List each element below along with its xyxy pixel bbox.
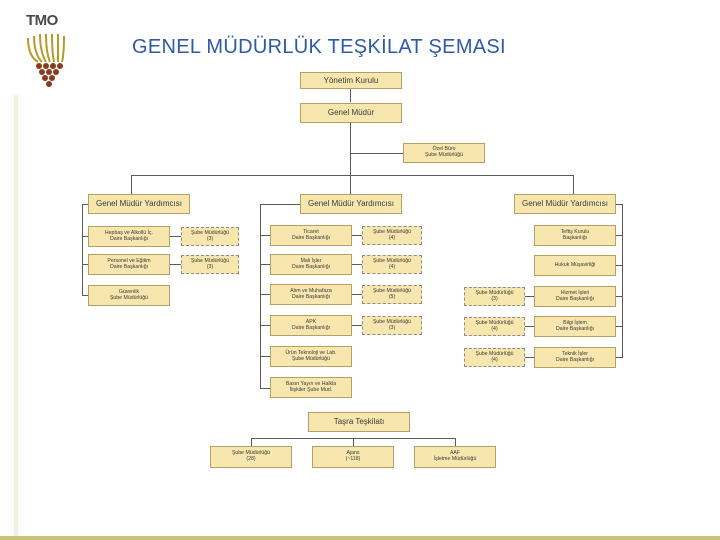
box-sublabel: (3) bbox=[491, 295, 498, 302]
box-right-4 bbox=[534, 347, 616, 368]
box-label: Özel Büro bbox=[432, 146, 456, 153]
box-center-sub-2 bbox=[362, 285, 422, 304]
box-right-0 bbox=[534, 225, 616, 246]
connector bbox=[131, 175, 132, 194]
connector bbox=[131, 175, 573, 176]
box-label: Şube Müdürlüğü bbox=[475, 289, 514, 296]
box-sublabel: (4) bbox=[491, 325, 498, 332]
box-sublabel: Daire Başkanlığı bbox=[291, 234, 331, 241]
connector bbox=[170, 236, 181, 237]
box-center-2 bbox=[270, 284, 352, 305]
box-sublabel: (3) bbox=[206, 263, 214, 270]
box-sublabel: Daire Başkanlığı bbox=[555, 356, 595, 363]
connector bbox=[260, 356, 270, 357]
box-label: Şube Müdürlüğü bbox=[190, 257, 230, 264]
box-label: Şube Müdürlüğü bbox=[231, 450, 271, 457]
connector bbox=[260, 294, 270, 295]
logo-text: TMO bbox=[26, 12, 58, 29]
connector bbox=[260, 235, 270, 236]
box-label: Personel ve Eğitim bbox=[107, 257, 151, 264]
box-sublabel: Daire Başkanlığı bbox=[291, 293, 331, 300]
box-center-sub-0 bbox=[362, 226, 422, 245]
box-label: Alım ve Muhafaza bbox=[290, 287, 332, 294]
box-label: Şube Müdürlüğü bbox=[475, 350, 514, 357]
box-right-3 bbox=[534, 316, 616, 337]
connector bbox=[622, 204, 623, 358]
connector bbox=[616, 326, 622, 327]
box-sublabel: (4) bbox=[388, 263, 396, 270]
box-center-5 bbox=[270, 377, 352, 398]
box-sublabel: (3) bbox=[206, 235, 214, 242]
box-sublabel: (3) bbox=[388, 324, 396, 331]
box-right-1 bbox=[534, 255, 616, 276]
connector bbox=[525, 296, 534, 297]
box-sublabel: İşletme Müdürlüğü bbox=[433, 456, 477, 462]
box-sublabel: Daire Başkanlığı bbox=[555, 295, 595, 302]
connector bbox=[616, 296, 622, 297]
box-label: Ticaret bbox=[303, 228, 319, 235]
connector bbox=[260, 325, 270, 326]
left-accent-line bbox=[14, 95, 18, 540]
box-sublabel: (4) bbox=[491, 356, 498, 363]
box-right-sub-1 bbox=[464, 317, 525, 336]
box-ozel-buro bbox=[403, 143, 485, 163]
box-label: Şube Müdürlüğü bbox=[190, 229, 230, 236]
box-sublabel: Daire Başkanlığı bbox=[555, 325, 595, 332]
page-title: GENEL MÜDÜRLÜK TEŞKİLAT ŞEMASI bbox=[132, 36, 506, 58]
box-label: Teftiş Kurulu bbox=[560, 228, 590, 235]
box-genel-mudur bbox=[300, 103, 402, 123]
box-label: Hizmet İşleri bbox=[560, 289, 590, 296]
box-bottom-0 bbox=[210, 446, 292, 468]
box-center-0 bbox=[270, 225, 352, 246]
connector bbox=[525, 326, 534, 327]
box-center-sub-1 bbox=[362, 255, 422, 274]
box-right-sub-2 bbox=[464, 348, 525, 367]
box-label: Güvenlik bbox=[118, 288, 140, 295]
box-sublabel: (~118) bbox=[345, 456, 361, 462]
box-label: APK bbox=[305, 318, 317, 325]
box-sublabel: Daire Başkanlığı bbox=[291, 324, 331, 331]
box-label: Teknik İşler bbox=[562, 350, 588, 357]
box-sublabel: Daire Başkanlığı bbox=[109, 263, 149, 270]
connector bbox=[616, 357, 622, 358]
connector bbox=[353, 438, 354, 446]
connector bbox=[82, 204, 83, 296]
connector bbox=[260, 204, 261, 389]
box-gmy-left bbox=[88, 194, 190, 214]
connector bbox=[352, 235, 362, 236]
box-label: Taşra Teşkilatı bbox=[333, 417, 385, 427]
box-label: Şube Müdürlüğü bbox=[372, 228, 412, 235]
bottom-accent-bar bbox=[0, 536, 720, 540]
box-label: Ürün Teknoloji ve Lab. bbox=[285, 349, 337, 356]
connector bbox=[350, 153, 403, 154]
box-bottom-1 bbox=[312, 446, 394, 468]
box-sublabel: Daire Başkanlığı bbox=[291, 263, 331, 270]
box-label: Genel Müdür Yardımcısı bbox=[522, 199, 608, 209]
connector bbox=[352, 264, 362, 265]
box-gmy-right bbox=[514, 194, 616, 214]
box-center-sub-3 bbox=[362, 316, 422, 335]
box-right-2 bbox=[534, 286, 616, 307]
box-center-1 bbox=[270, 254, 352, 275]
connector bbox=[616, 235, 622, 236]
connector bbox=[352, 325, 362, 326]
box-label: Yönetim Kurulu bbox=[323, 75, 379, 85]
connector bbox=[616, 265, 622, 266]
box-sublabel: Şube Müdürlüğü bbox=[291, 355, 331, 362]
box-sublabel: İlişkiler Şube Mud. bbox=[289, 386, 333, 393]
connector bbox=[350, 88, 351, 102]
box-sublabel: Şube Müdürlüğü bbox=[109, 294, 149, 301]
box-label: Basın Yayın ve Halkla bbox=[285, 380, 337, 387]
box-gmy-center bbox=[300, 194, 402, 214]
box-sublabel: Başkanlığı bbox=[562, 234, 588, 241]
box-label: AAF bbox=[449, 450, 461, 457]
box-right-sub-0 bbox=[464, 287, 525, 306]
box-tasra-teskilati bbox=[308, 412, 410, 432]
box-sublabel: Şube Müdürlüğü bbox=[424, 152, 464, 158]
connector bbox=[455, 438, 456, 446]
box-label: Şube Müdürlüğü bbox=[372, 257, 412, 264]
box-sublabel: (28) bbox=[246, 456, 256, 462]
box-sublabel: Daire Başkanlığı bbox=[109, 235, 149, 242]
box-left-sub-0 bbox=[181, 227, 239, 246]
connector bbox=[170, 264, 181, 265]
box-left-1 bbox=[88, 254, 170, 275]
box-label: Genel Müdür bbox=[327, 108, 375, 118]
box-left-sub-1 bbox=[181, 255, 239, 274]
connector bbox=[260, 204, 300, 205]
box-label: Genel Müdür Yardımcısı bbox=[96, 199, 182, 209]
connector bbox=[251, 438, 252, 446]
connector bbox=[260, 264, 270, 265]
box-label: Hepbaş ve Alkollü İç. bbox=[104, 229, 154, 236]
box-yonetim-kurulu bbox=[300, 72, 402, 89]
box-label: Şube Müdürlüğü bbox=[475, 319, 514, 326]
box-center-4 bbox=[270, 346, 352, 367]
box-center-3 bbox=[270, 315, 352, 336]
connector bbox=[260, 388, 270, 389]
box-sublabel: (5) bbox=[388, 293, 396, 300]
connector bbox=[350, 122, 351, 194]
box-bottom-2 bbox=[414, 446, 496, 468]
org-chart bbox=[78, 70, 626, 470]
box-label: Mali İşler bbox=[300, 257, 322, 264]
connector bbox=[352, 294, 362, 295]
box-label: Şube Müdürlüğü bbox=[372, 318, 412, 325]
box-sublabel: (4) bbox=[388, 234, 396, 241]
box-left-2 bbox=[88, 285, 170, 306]
box-label: Genel Müdür Yardımcısı bbox=[308, 199, 394, 209]
box-label: Ajans bbox=[346, 450, 360, 457]
box-label: Hukuk Müşavirliği bbox=[554, 261, 596, 268]
connector bbox=[573, 175, 574, 194]
box-label: Şube Müdürlüğü bbox=[372, 287, 412, 294]
box-label: Bilgi İşlem bbox=[563, 319, 587, 326]
connector bbox=[525, 357, 534, 358]
box-left-0 bbox=[88, 226, 170, 247]
